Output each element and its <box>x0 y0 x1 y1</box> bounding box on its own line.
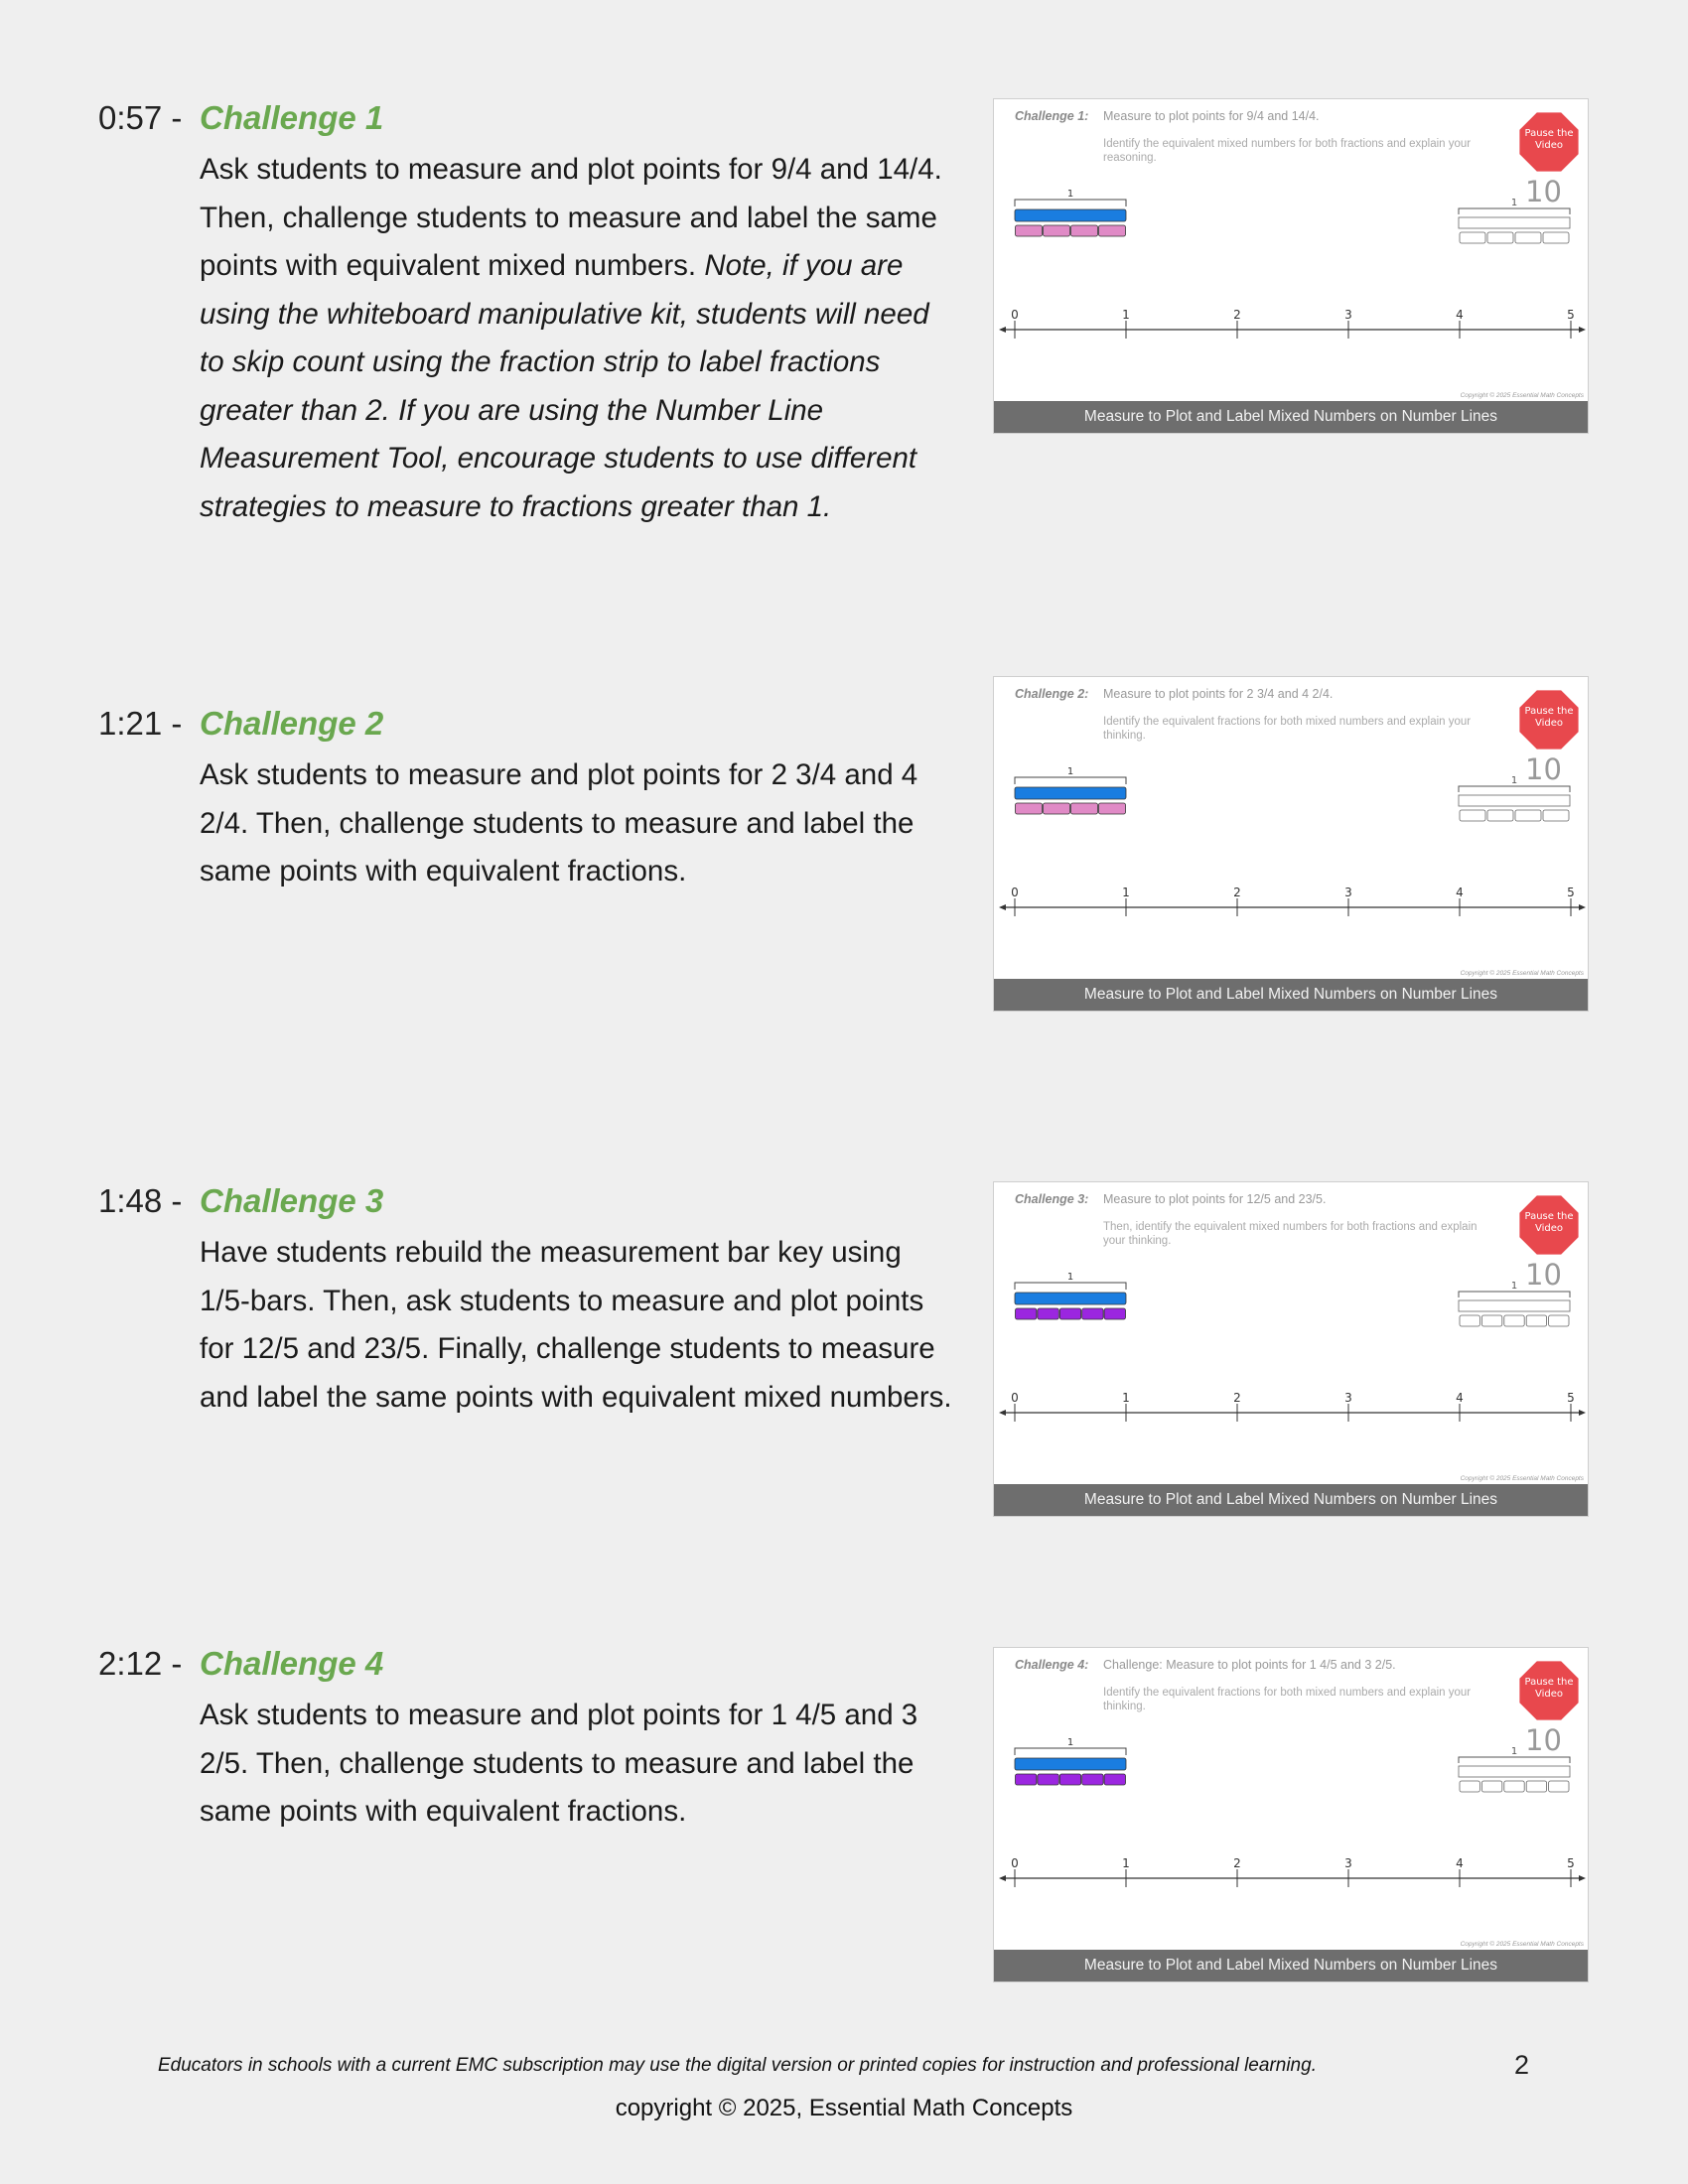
empty-fraction-piece <box>1460 1781 1479 1792</box>
fraction-bar-piece <box>1071 225 1098 236</box>
slide-subtext: Identify the equivalent fractions for both mixed numbers and explain your thinking. <box>1103 1687 1472 1712</box>
empty-fraction-piece <box>1526 1781 1546 1792</box>
slide-footer-title: Measure to Plot and Label Mixed Numbers on Number Lines <box>994 1950 1588 1981</box>
unit-label: 1 <box>1510 1281 1518 1292</box>
pause-line-1: Pause the <box>1524 1211 1574 1222</box>
unit-bracket <box>1015 777 1126 784</box>
unit-label: 1 <box>1510 775 1518 786</box>
timer-number: 10 <box>1525 1723 1562 1757</box>
pause-video-label <box>1518 128 1580 152</box>
fraction-bar-piece <box>1044 225 1070 236</box>
empty-fraction-piece <box>1487 810 1513 821</box>
empty-unit-bar <box>1459 1300 1570 1311</box>
timer-number: 10 <box>1525 175 1562 208</box>
fraction-bar-piece <box>1082 1308 1103 1319</box>
tick-label: 3 <box>1344 308 1352 322</box>
pause-line-2: Video <box>1534 718 1564 729</box>
timestamp: 1:21 - <box>98 705 183 742</box>
tick-label: 2 <box>1233 308 1241 322</box>
tick-label: 4 <box>1456 1856 1464 1870</box>
empty-fraction-piece <box>1481 1315 1501 1326</box>
fraction-bar-piece <box>1099 225 1126 236</box>
unit-bar <box>1015 1758 1126 1770</box>
challenge-description <box>200 146 954 531</box>
challenge-title: Challenge 2 <box>200 705 384 742</box>
tick-label: 3 <box>1344 1391 1352 1405</box>
challenge-description <box>200 751 954 896</box>
copyright: copyright © 2025, Essential Math Concepts <box>615 2095 1073 2121</box>
empty-unit-bar <box>1459 1766 1570 1777</box>
fraction-bar-piece <box>1016 1308 1037 1319</box>
empty-unit-bracket <box>1459 1292 1570 1297</box>
timestamp: 1:48 - <box>98 1182 183 1219</box>
slide-challenge-label: Challenge 4: <box>1015 1658 1089 1672</box>
empty-fraction-piece <box>1504 1781 1524 1792</box>
tick-label: 0 <box>1011 1391 1019 1405</box>
slide-footer-title: Measure to Plot and Label Mixed Numbers on Number Lines <box>994 979 1588 1011</box>
challenge-title: Challenge 1 <box>200 99 384 136</box>
left-arrow-icon <box>999 1410 1006 1416</box>
empty-fraction-piece <box>1515 232 1541 243</box>
right-arrow-icon <box>1579 1410 1586 1416</box>
tick-label: 1 <box>1122 1856 1130 1870</box>
pause-line-2: Video <box>1534 140 1564 151</box>
fraction-bar-piece <box>1059 1308 1080 1319</box>
page-number: 2 <box>1514 2050 1530 2080</box>
empty-fraction-piece <box>1504 1315 1524 1326</box>
fraction-bar-piece <box>1104 1308 1125 1319</box>
right-arrow-icon <box>1579 327 1586 333</box>
unit-bracket <box>1015 200 1126 206</box>
empty-unit-bracket <box>1459 208 1570 214</box>
empty-unit-bar <box>1459 217 1570 228</box>
fraction-bar-piece <box>1016 225 1043 236</box>
pause-line-2: Video <box>1534 1223 1564 1234</box>
description-text: Ask students to measure and plot points for 2 3/4 and 4 2/4. Then, challenge students to measure and label the same points with equivalent fractions. <box>200 758 918 887</box>
unit-bar <box>1015 787 1126 799</box>
fraction-bar-piece <box>1038 1308 1058 1319</box>
empty-fraction-piece <box>1481 1781 1501 1792</box>
unit-bracket <box>1015 1283 1126 1290</box>
slide-copyright: Copyright © 2025 Essential Math Concepts <box>1460 392 1584 399</box>
slide-subtext: Then, identify the equivalent mixed numbers for both fractions and explain your thinking. <box>1103 1221 1477 1247</box>
slide-copyright: Copyright © 2025 Essential Math Concepts <box>1460 970 1584 977</box>
slide-challenge-label: Challenge 2: <box>1015 687 1089 701</box>
fraction-bar-piece <box>1104 1774 1125 1785</box>
pause-video-label <box>1518 1211 1580 1235</box>
tick-label: 5 <box>1567 1856 1575 1870</box>
tick-label: 2 <box>1233 886 1241 899</box>
tick-label: 1 <box>1122 886 1130 899</box>
tick-label: 5 <box>1567 1391 1575 1405</box>
tick-label: 3 <box>1344 1856 1352 1870</box>
unit-label: 1 <box>1066 189 1074 200</box>
description-text: Have students rebuild the measurement bar key using 1/5-bars. Then, ask students to measure and plot points for 12/5 and 23/5. Finally, challenge students to measure and label the same points with equivalent mixed numbers. <box>200 1236 952 1414</box>
description-note: Note, if you are using the whiteboard manipulative kit, students will need to skip count using the fraction strip to label fractions greater than 2. If you are using the Number Line Measurement Tool, encourage students to use different strategies to measure to fractions greater than 1. <box>200 249 929 523</box>
challenge-description <box>200 1692 954 1837</box>
unit-label: 1 <box>1510 1746 1518 1757</box>
fraction-bar-piece <box>1071 803 1098 814</box>
tick-label: 4 <box>1456 308 1464 322</box>
fraction-bar-piece <box>1044 803 1070 814</box>
empty-fraction-piece <box>1543 232 1569 243</box>
pause-video-label <box>1518 706 1580 730</box>
pause-line-1: Pause the <box>1524 1677 1574 1688</box>
empty-fraction-piece <box>1515 810 1541 821</box>
empty-unit-bracket <box>1459 1757 1570 1763</box>
empty-fraction-piece <box>1549 1781 1569 1792</box>
slide-copyright: Copyright © 2025 Essential Math Concepts <box>1460 1475 1584 1482</box>
empty-fraction-piece <box>1526 1315 1546 1326</box>
fraction-bar-piece <box>1099 803 1126 814</box>
slide-subtext: Identify the equivalent fractions for both mixed numbers and explain your thinking. <box>1103 716 1472 742</box>
fraction-bar-piece <box>1016 803 1043 814</box>
tick-label: 1 <box>1122 308 1130 322</box>
fraction-bar-piece <box>1082 1774 1103 1785</box>
description-text: Ask students to measure and plot points for 1 4/5 and 3 2/5. Then, challenge students to measure and label the same points with equivalent fractions. <box>200 1699 918 1828</box>
unit-bracket <box>1015 1748 1126 1755</box>
timestamp: 2:12 - <box>98 1645 183 1682</box>
tick-label: 5 <box>1567 308 1575 322</box>
slide-thumbnail <box>993 98 1589 434</box>
usage-note: Educators in schools with a current EMC subscription may use the digital version or printed copies for instruction and professional learning. <box>158 2055 1317 2076</box>
right-arrow-icon <box>1579 904 1586 910</box>
slide-copyright: Copyright © 2025 Essential Math Concepts <box>1460 1941 1584 1948</box>
challenge-description <box>200 1229 954 1422</box>
slide-question: Measure to plot points for 9/4 and 14/4. <box>1103 109 1320 123</box>
unit-label: 1 <box>1066 1272 1074 1283</box>
left-arrow-icon <box>999 904 1006 910</box>
unit-bar <box>1015 209 1126 221</box>
empty-fraction-piece <box>1460 1315 1479 1326</box>
unit-label: 1 <box>1066 1737 1074 1748</box>
pause-line-1: Pause the <box>1524 706 1574 717</box>
tick-label: 4 <box>1456 886 1464 899</box>
pause-line-1: Pause the <box>1524 128 1574 139</box>
left-arrow-icon <box>999 1875 1006 1881</box>
timestamp: 0:57 - <box>98 99 183 136</box>
timer-number: 10 <box>1525 1258 1562 1292</box>
slide-thumbnail <box>993 1181 1589 1517</box>
timer-number: 10 <box>1525 752 1562 786</box>
tick-label: 2 <box>1233 1391 1241 1405</box>
fraction-bar-piece <box>1016 1774 1037 1785</box>
empty-fraction-piece <box>1487 232 1513 243</box>
pause-video-label <box>1518 1677 1580 1701</box>
slide-footer-title: Measure to Plot and Label Mixed Numbers on Number Lines <box>994 1484 1588 1516</box>
unit-label: 1 <box>1066 766 1074 777</box>
empty-fraction-piece <box>1549 1315 1569 1326</box>
slide-footer-title: Measure to Plot and Label Mixed Numbers on Number Lines <box>994 401 1588 433</box>
slide-thumbnail <box>993 676 1589 1012</box>
tick-label: 0 <box>1011 886 1019 899</box>
description-text: Ask students to measure and plot points for 9/4 and 14/4. Then, challenge students to measure and label the same points with equivalent mixed numbers. <box>200 153 942 282</box>
left-arrow-icon <box>999 327 1006 333</box>
pause-line-2: Video <box>1534 1689 1564 1700</box>
unit-label: 1 <box>1510 198 1518 208</box>
slide-question: Measure to plot points for 12/5 and 23/5. <box>1103 1192 1327 1206</box>
tick-label: 3 <box>1344 886 1352 899</box>
tick-label: 4 <box>1456 1391 1464 1405</box>
fraction-bar-piece <box>1038 1774 1058 1785</box>
empty-unit-bar <box>1459 795 1570 806</box>
slide-question: Challenge: Measure to plot points for 1 4/5 and 3 2/5. <box>1103 1658 1396 1672</box>
slide-subtext: Identify the equivalent mixed numbers for both fractions and explain your reasoning. <box>1103 138 1472 164</box>
challenge-title: Challenge 3 <box>200 1182 384 1219</box>
slide-challenge-label: Challenge 3: <box>1015 1192 1089 1206</box>
tick-label: 2 <box>1233 1856 1241 1870</box>
tick-label: 0 <box>1011 1856 1019 1870</box>
right-arrow-icon <box>1579 1875 1586 1881</box>
tick-label: 5 <box>1567 886 1575 899</box>
empty-unit-bracket <box>1459 786 1570 792</box>
fraction-bar-piece <box>1059 1774 1080 1785</box>
slide-challenge-label: Challenge 1: <box>1015 109 1089 123</box>
tick-label: 1 <box>1122 1391 1130 1405</box>
slide-thumbnail <box>993 1647 1589 1982</box>
unit-bar <box>1015 1293 1126 1304</box>
challenge-title: Challenge 4 <box>200 1645 384 1682</box>
tick-label: 0 <box>1011 308 1019 322</box>
empty-fraction-piece <box>1460 810 1485 821</box>
slide-question: Measure to plot points for 2 3/4 and 4 2/4. <box>1103 687 1334 701</box>
empty-fraction-piece <box>1543 810 1569 821</box>
empty-fraction-piece <box>1460 232 1485 243</box>
